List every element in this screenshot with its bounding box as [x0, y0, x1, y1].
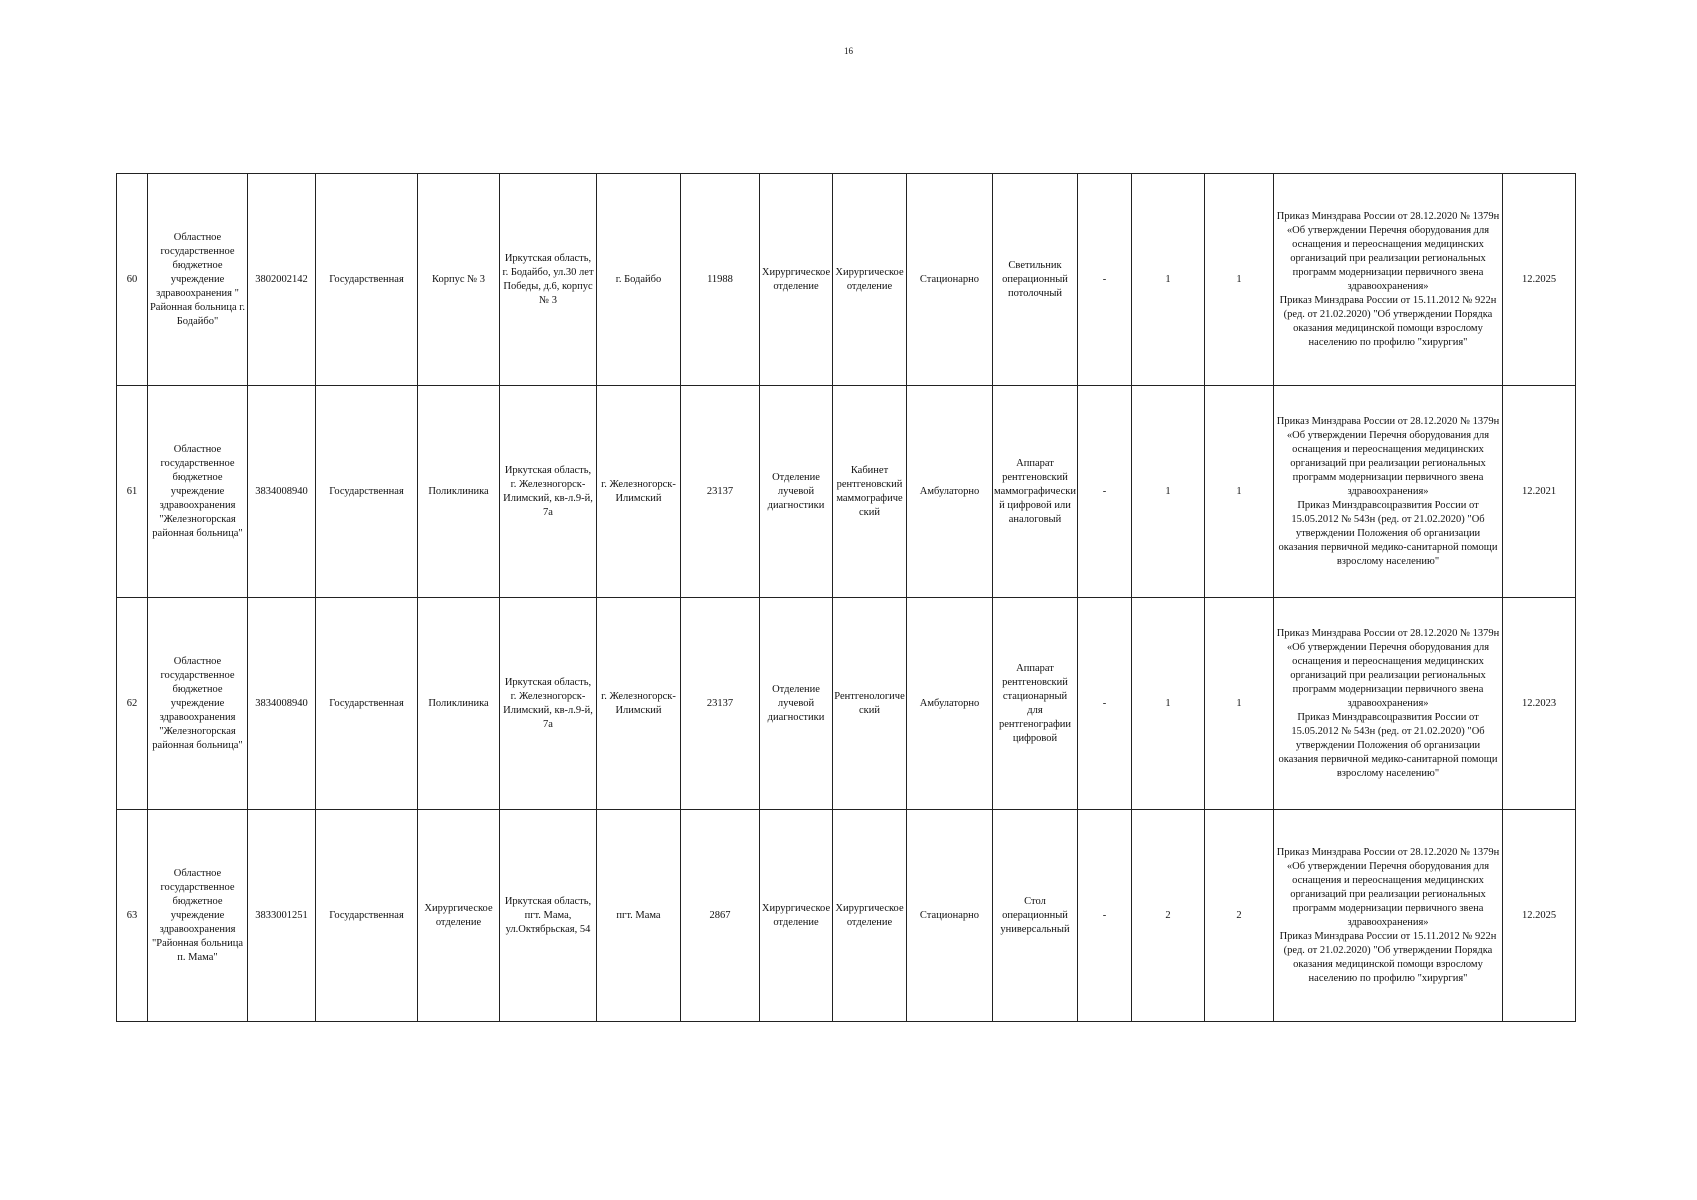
- required-qty-cell: 2: [1132, 810, 1205, 1022]
- inn-cell: 3802002142: [248, 174, 316, 386]
- row-number-cell: 60: [117, 174, 148, 386]
- table-row: [117, 174, 1576, 386]
- building-cell: Хирургическое отделение: [418, 810, 500, 1022]
- ownership-cell: Государственная: [316, 810, 418, 1022]
- required-qty-cell: 1: [1132, 598, 1205, 810]
- unit-cell: Хирургическое отделение: [833, 810, 907, 1022]
- deadline-cell: 12.2025: [1503, 810, 1576, 1022]
- legal-basis-cell: [1274, 386, 1503, 598]
- basis-order-1379n: Приказ Минздрава России от 28.12.2020 № 1379н «Об утверждении Перечня оборудования для оснащения и переоснащения медицинских организаций при реализации региональных программ модернизации первичного звена здравоохранения»: [1276, 210, 1500, 292]
- planned-qty-cell: 2: [1205, 810, 1274, 1022]
- locality-cell: г. Железногорск-Илимский: [597, 598, 681, 810]
- unit-cell: Кабинет рентгеновский маммографический: [833, 386, 907, 598]
- table-row: [117, 386, 1576, 598]
- locality-cell: пгт. Мама: [597, 810, 681, 1022]
- legal-basis-cell: [1274, 810, 1503, 1022]
- department-cell: Хирургическое отделение: [760, 174, 833, 386]
- care-form-cell: Стационарно: [907, 810, 993, 1022]
- organization-cell: Областное государственное бюджетное учреждение здравоохранения "Районная больница п. Мама": [148, 810, 248, 1022]
- legal-basis-cell: [1274, 174, 1503, 386]
- care-form-cell: Стационарно: [907, 174, 993, 386]
- inn-cell: 3834008940: [248, 386, 316, 598]
- locality-cell: г. Бодайбо: [597, 174, 681, 386]
- row-number-cell: 61: [117, 386, 148, 598]
- basis-order-profile: Приказ Минздрава России от 15.11.2012 № 922н (ред. от 21.02.2020) "Об утверждении Порядка оказания медицинской помощи взрослому населению по профилю "хирургия": [1279, 930, 1497, 984]
- equipment-cell: Аппарат рентгеновский маммографический цифровой или аналоговый: [993, 386, 1078, 598]
- address-cell: Иркутская область, г. Бодайбо, ул.30 лет Победы, д.6, корпус № 3: [500, 174, 597, 386]
- organization-cell: Областное государственное бюджетное учреждение здравоохранения "Железногорская районная больница": [148, 598, 248, 810]
- population-cell: 23137: [681, 386, 760, 598]
- existing-qty-cell: -: [1078, 174, 1132, 386]
- building-cell: Поликлиника: [418, 386, 500, 598]
- existing-qty-cell: -: [1078, 810, 1132, 1022]
- legal-basis-cell: [1274, 598, 1503, 810]
- table-row: [117, 598, 1576, 810]
- inn-cell: 3833001251: [248, 810, 316, 1022]
- inn-cell: 3834008940: [248, 598, 316, 810]
- care-form-cell: Амбулаторно: [907, 598, 993, 810]
- page-number: 16: [844, 46, 853, 56]
- address-cell: Иркутская область, г. Железногорск-Илимский, кв-л.9-й, 7а: [500, 386, 597, 598]
- population-cell: 2867: [681, 810, 760, 1022]
- organization-cell: Областное государственное бюджетное учреждение здравоохранения " Районная больница г. Бодайбо": [148, 174, 248, 386]
- deadline-cell: 12.2023: [1503, 598, 1576, 810]
- basis-order-profile: Приказ Минздравсоцразвития России от 15.05.2012 № 543н (ред. от 21.02.2020) "Об утверждении Положения об организации оказания первичной медико-санитарной помощи взрослому населению": [1278, 711, 1498, 779]
- basis-order-profile: Приказ Минздрава России от 15.11.2012 № 922н (ред. от 21.02.2020) "Об утверждении Порядка оказания медицинской помощи взрослому населению по профилю "хирургия": [1279, 294, 1497, 348]
- required-qty-cell: 1: [1132, 386, 1205, 598]
- building-cell: Поликлиника: [418, 598, 500, 810]
- address-cell: Иркутская область, пгт. Мама, ул.Октябрьская, 54: [500, 810, 597, 1022]
- planned-qty-cell: 1: [1205, 598, 1274, 810]
- equipment-cell: Светильник операционный потолочный: [993, 174, 1078, 386]
- building-cell: Корпус № 3: [418, 174, 500, 386]
- required-qty-cell: 1: [1132, 174, 1205, 386]
- unit-cell: Хирургическое отделение: [833, 174, 907, 386]
- department-cell: Отделение лучевой диагностики: [760, 386, 833, 598]
- basis-order-1379n: Приказ Минздрава России от 28.12.2020 № 1379н «Об утверждении Перечня оборудования для оснащения и переоснащения медицинских организаций при реализации региональных программ модернизации первичного звена здравоохранения»: [1276, 415, 1500, 497]
- deadline-cell: 12.2021: [1503, 386, 1576, 598]
- row-number-cell: 62: [117, 598, 148, 810]
- row-number-cell: 63: [117, 810, 148, 1022]
- department-cell: Хирургическое отделение: [760, 810, 833, 1022]
- locality-cell: г. Железногорск-Илимский: [597, 386, 681, 598]
- unit-cell: Рентгенологический: [833, 598, 907, 810]
- care-form-cell: Амбулаторно: [907, 386, 993, 598]
- ownership-cell: Государственная: [316, 598, 418, 810]
- existing-qty-cell: -: [1078, 598, 1132, 810]
- address-cell: Иркутская область, г. Железногорск-Илимский, кв-л.9-й, 7а: [500, 598, 597, 810]
- equipment-cell: Стол операционный универсальный: [993, 810, 1078, 1022]
- organization-cell: Областное государственное бюджетное учреждение здравоохранения "Железногорская районная больница": [148, 386, 248, 598]
- department-cell: Отделение лучевой диагностики: [760, 598, 833, 810]
- equipment-cell: Аппарат рентгеновский стационарный для рентгенографии цифровой: [993, 598, 1078, 810]
- planned-qty-cell: 1: [1205, 386, 1274, 598]
- population-cell: 11988: [681, 174, 760, 386]
- basis-order-profile: Приказ Минздравсоцразвития России от 15.05.2012 № 543н (ред. от 21.02.2020) "Об утверждении Положения об организации оказания первичной медико-санитарной помощи взрослому населению": [1278, 499, 1498, 567]
- population-cell: 23137: [681, 598, 760, 810]
- deadline-cell: 12.2025: [1503, 174, 1576, 386]
- ownership-cell: Государственная: [316, 386, 418, 598]
- planned-qty-cell: 1: [1205, 174, 1274, 386]
- equipment-registry-table: [116, 173, 1576, 1022]
- existing-qty-cell: -: [1078, 386, 1132, 598]
- ownership-cell: Государственная: [316, 174, 418, 386]
- basis-order-1379n: Приказ Минздрава России от 28.12.2020 № 1379н «Об утверждении Перечня оборудования для оснащения и переоснащения медицинских организаций при реализации региональных программ модернизации первичного звена здравоохранения»: [1276, 627, 1500, 709]
- basis-order-1379n: Приказ Минздрава России от 28.12.2020 № 1379н «Об утверждении Перечня оборудования для оснащения и переоснащения медицинских организаций при реализации региональных программ модернизации первичного звена здравоохранения»: [1276, 846, 1500, 928]
- table-row: [117, 810, 1576, 1022]
